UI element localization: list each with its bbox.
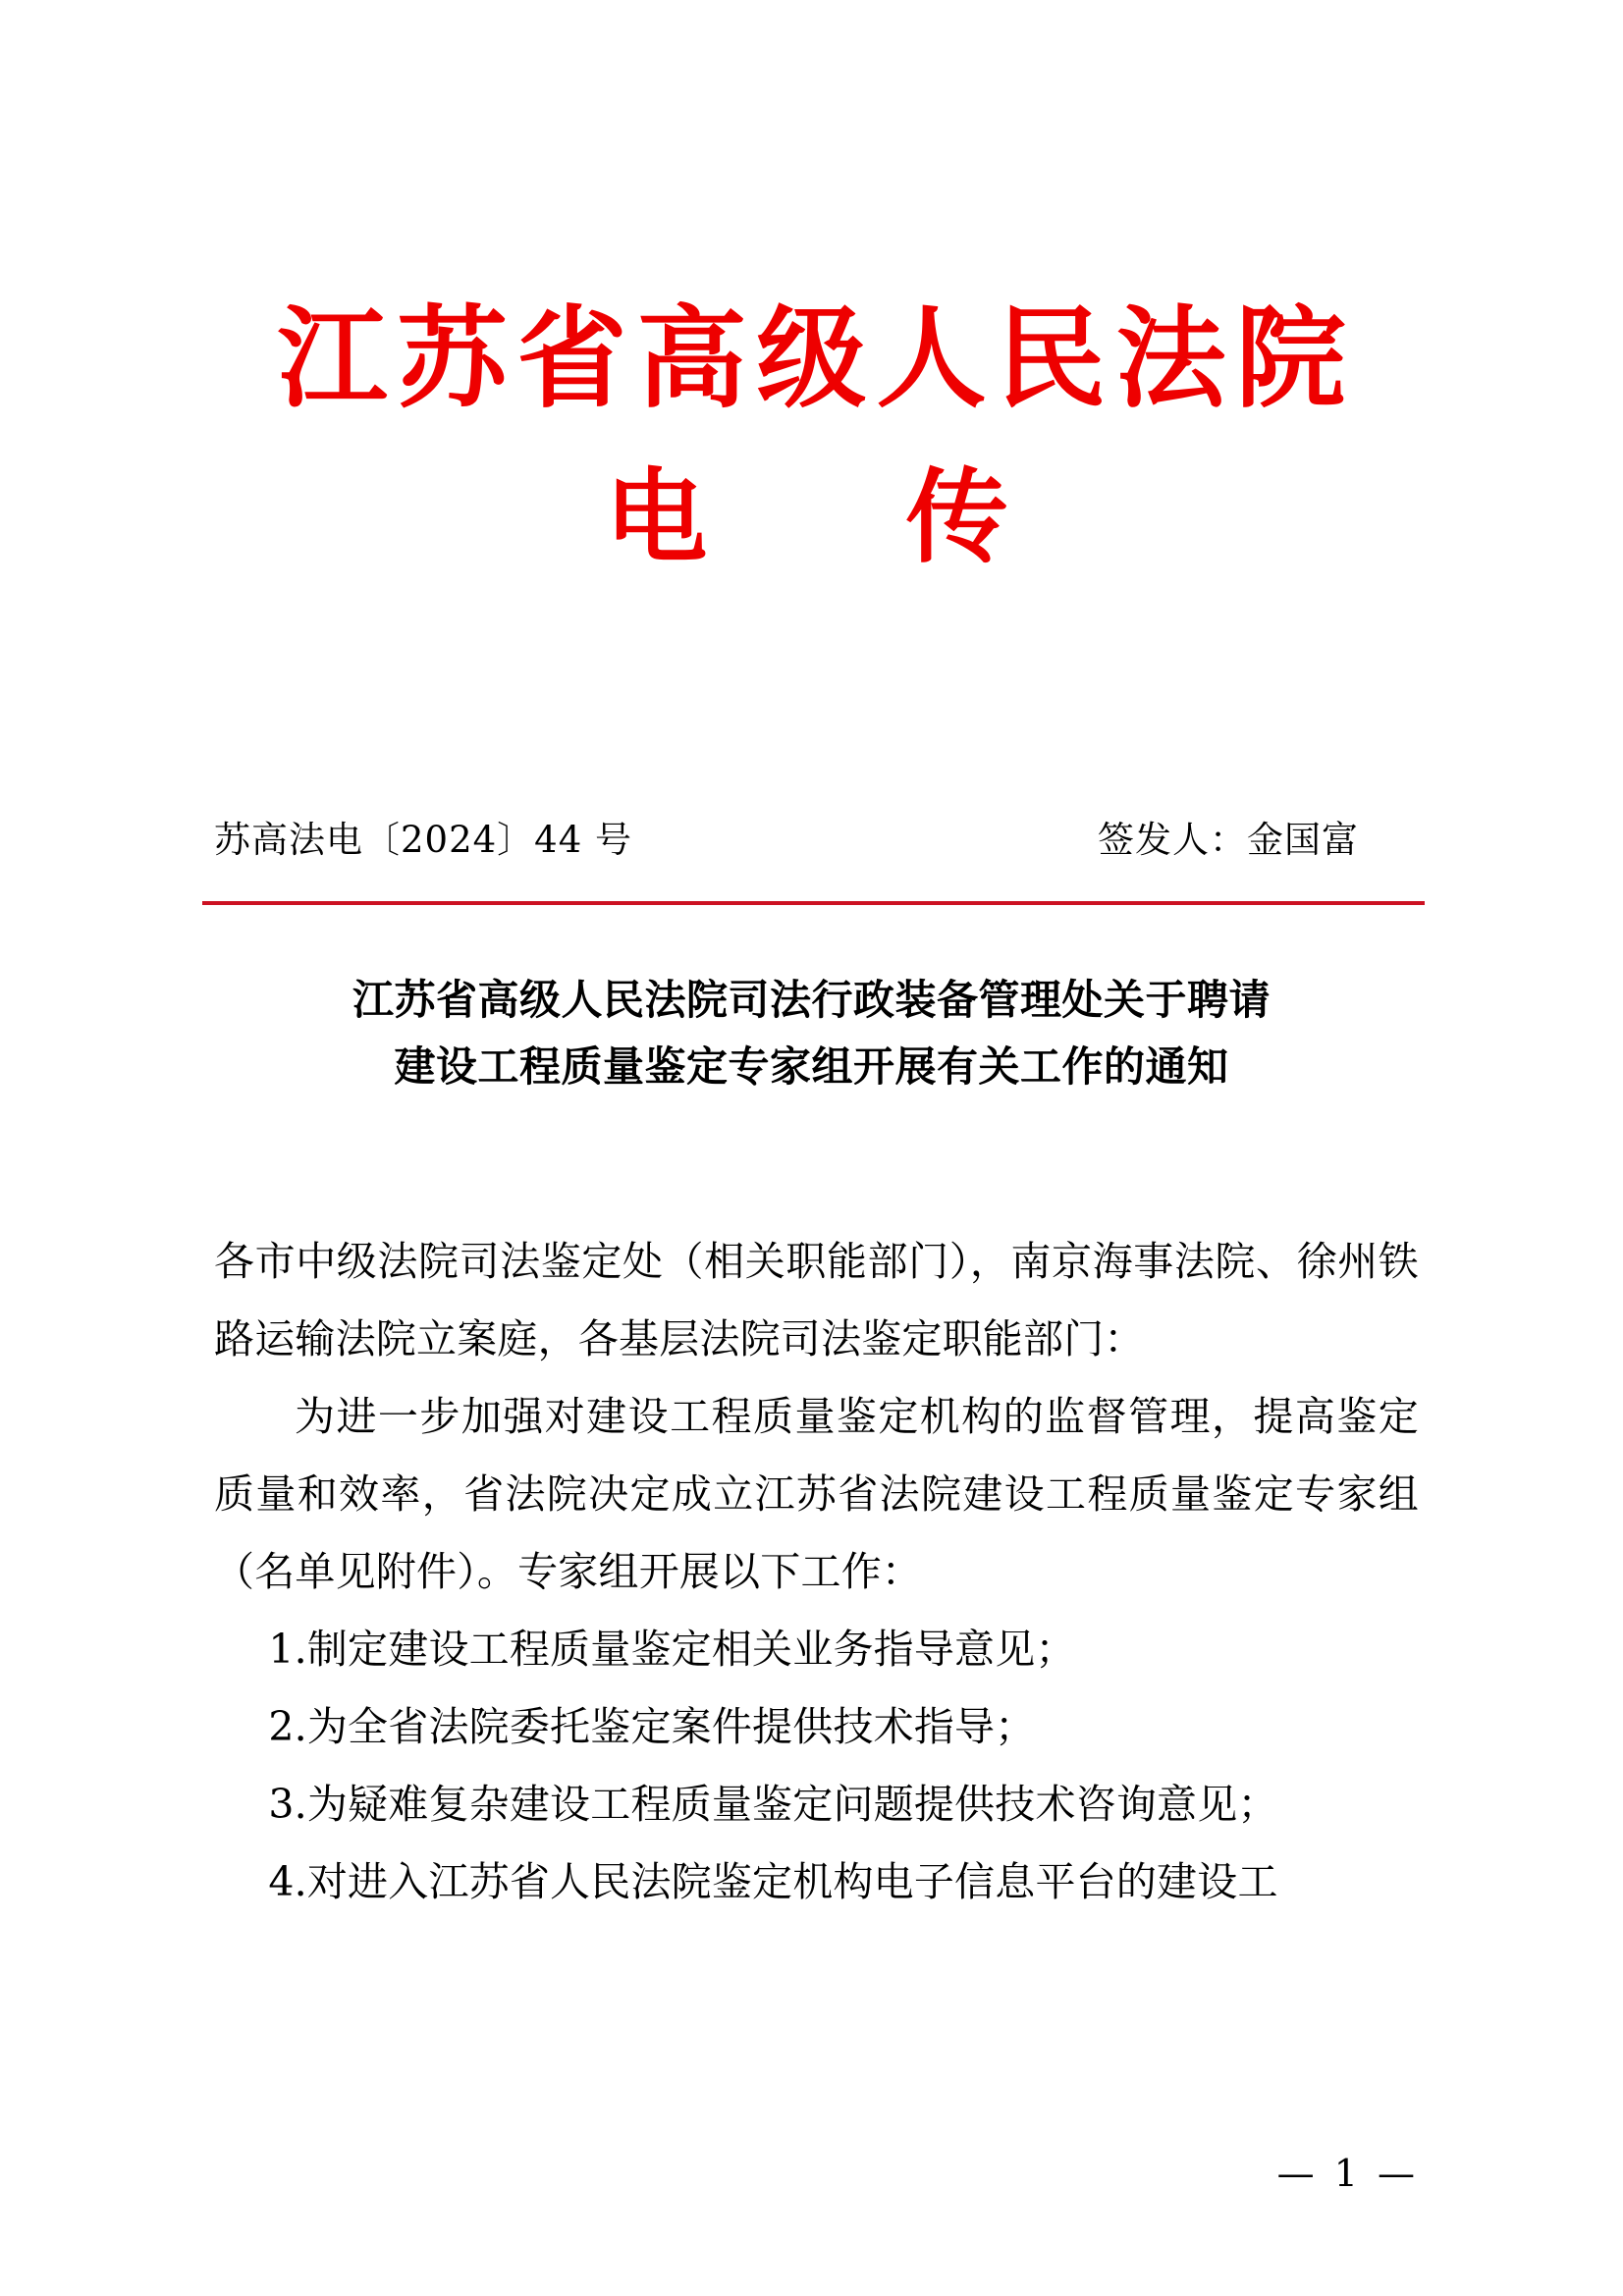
page-number: — 1 — — [1276, 2152, 1419, 2195]
masthead-doc-type — [0, 454, 1623, 581]
masthead-doc-type-char-2: 传 — [905, 456, 1018, 578]
document-title-line-2: 建设工程质量鉴定专家组开展有关工作的通知 — [394, 1042, 1229, 1092]
body-list-item-3: 3.为疑难复杂建设工程质量鉴定问题提供技术咨询意见； — [268, 1781, 1278, 1828]
body-list-item-4: 4.对进入江苏省人民法院鉴定机构电子信息平台的建设工 — [268, 1858, 1278, 1905]
document-body — [214, 1223, 1419, 1921]
document-number: 苏高法电〔2024〕44 号 — [214, 819, 633, 861]
red-separator-rule — [202, 901, 1425, 905]
document-title-line-1: 江苏省高级人民法院司法行政装备管理处关于聘请 — [352, 976, 1271, 1024]
document-header-row — [214, 815, 1424, 866]
body-list-item-1: 1.制定建设工程质量鉴定相关业务指导意见； — [268, 1626, 1076, 1673]
body-addressee: 各市中级法院司法鉴定处（相关职能部门），南京海事法院、徐州铁路运输法院立案庭，各基层法院司法鉴定职能部门： — [214, 1238, 1419, 1362]
signer-label: 签发人：金国富 — [1098, 819, 1359, 861]
masthead-doc-type-char-1: 电 — [605, 456, 718, 578]
masthead — [0, 294, 1623, 581]
body-paragraph-1: 为进一步加强对建设工程质量鉴定机构的监督管理，提高鉴定质量和效率，省法院决定成立江苏省法院建设工程质量鉴定专家组（名单见附件）。专家组开展以下工作： — [214, 1393, 1419, 1595]
document-title — [199, 967, 1424, 1100]
body-list-item-2: 2.为全省法院委托鉴定案件提供技术指导； — [268, 1703, 1036, 1750]
masthead-issuer: 江苏省高级人民法院 — [277, 294, 1356, 423]
